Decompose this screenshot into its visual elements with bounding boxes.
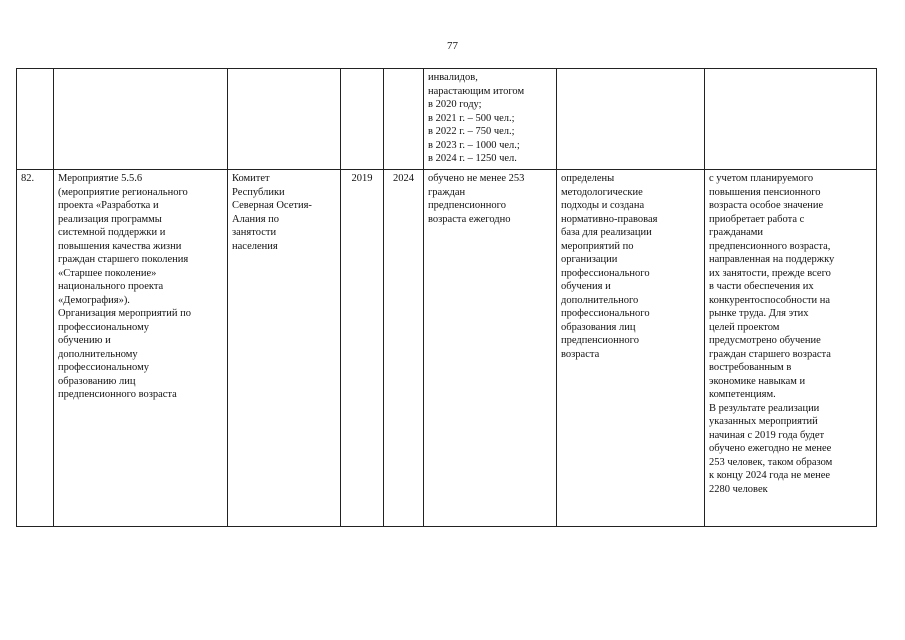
text-line: компетенциям. xyxy=(709,389,776,400)
text-line: профессиональному xyxy=(58,321,149,333)
cell-indicator xyxy=(424,69,557,170)
text-line: конкурентоспособности на xyxy=(709,294,831,306)
text-line: Северная Осетия- xyxy=(232,200,312,211)
text-line: обучено ежегодно не менее xyxy=(709,443,832,454)
text-line: предпенсионного возраста xyxy=(58,389,177,400)
text-line: рынке труда. Для этих xyxy=(709,308,809,319)
text-line: 2280 человек xyxy=(709,483,768,495)
text-line: повышения пенсионного xyxy=(709,186,821,198)
text-line: «Старшее поколение» xyxy=(58,267,157,279)
cell-number: 82. xyxy=(17,170,54,527)
text-line: возраста ежегодно xyxy=(428,213,511,225)
text-line: дополнительного xyxy=(561,294,639,306)
text-line: обучению и xyxy=(58,335,111,346)
text-line: Республики xyxy=(232,186,285,198)
text-line: определены xyxy=(561,173,615,184)
text-line: нормативно-правовая xyxy=(561,213,658,225)
cell-executor xyxy=(228,69,341,170)
text-line: направленная на поддержку xyxy=(709,254,835,265)
text-line: их занятости, прежде всего xyxy=(709,267,831,279)
text-line: образованию лиц xyxy=(58,375,136,387)
cell-measure xyxy=(54,69,228,170)
cell-result xyxy=(557,69,705,170)
text-line: профессиональному xyxy=(58,362,149,373)
cell-justification xyxy=(705,170,877,527)
text-line: системной поддержки и xyxy=(58,227,166,238)
text-line: Организация мероприятий по xyxy=(58,308,191,319)
text-line: в 2020 году; xyxy=(428,99,482,110)
cell-start-year: 2019 xyxy=(341,170,384,527)
text-line: целей проектом xyxy=(709,321,780,333)
text-line: Алания по xyxy=(232,213,280,225)
text-line: экономике навыкам и xyxy=(709,375,806,387)
table-row xyxy=(17,170,877,527)
measures-table xyxy=(16,68,877,527)
cell-end-year: 2024 xyxy=(384,170,424,527)
text-line: в 2023 г. – 1000 чел.; xyxy=(428,139,520,151)
text-line: занятости xyxy=(232,227,277,238)
text-line: дополнительному xyxy=(58,348,138,360)
text-line: мероприятий по xyxy=(561,240,634,252)
text-line: профессионального xyxy=(561,308,650,319)
text-line: возраста особое значение xyxy=(709,200,824,211)
text-line: предусмотрено обучение xyxy=(709,335,821,346)
text-line: Мероприятие 5.5.6 xyxy=(58,173,143,184)
text-line: обучения и xyxy=(561,281,611,292)
text-line: Комитет xyxy=(232,173,270,184)
text-line: предпенсионного xyxy=(428,200,506,211)
text-line: 253 человек, таком образом xyxy=(709,456,833,468)
text-line: проекта «Разработка и xyxy=(58,200,159,211)
cell-measure xyxy=(54,170,228,527)
text-line: начиная с 2019 года будет xyxy=(709,429,825,441)
cell-indicator xyxy=(424,170,557,527)
cell-justification xyxy=(705,69,877,170)
text-line: методологические xyxy=(561,186,643,198)
text-line: приобретает работа с xyxy=(709,213,805,225)
text-line: возраста xyxy=(561,348,600,360)
text-line: нарастающим итогом xyxy=(428,85,525,97)
text-line: с учетом планируемого xyxy=(709,173,814,184)
text-line: предпенсионного xyxy=(561,335,639,346)
text-line: обучено не менее 253 xyxy=(428,173,525,184)
text-line: граждан старшего поколения xyxy=(58,254,189,265)
text-line: повышения качества жизни xyxy=(58,240,182,252)
cell-end-year xyxy=(384,69,424,170)
text-line: в части обеспечения их xyxy=(709,281,814,292)
text-line: образования лиц xyxy=(561,321,636,333)
text-line: подходы и создана xyxy=(561,200,645,211)
cell-number xyxy=(17,69,54,170)
text-line: в 2022 г. – 750 чел.; xyxy=(428,126,515,137)
text-line: граждан xyxy=(428,186,466,198)
text-line: в 2024 г. – 1250 чел. xyxy=(428,153,517,164)
text-line: «Демография»). xyxy=(58,294,130,306)
text-line: указанных мероприятий xyxy=(709,416,818,427)
cell-start-year xyxy=(341,69,384,170)
text-line: В результате реализации xyxy=(709,402,820,414)
table-row xyxy=(17,69,877,170)
text-line: база для реализации xyxy=(561,227,652,238)
text-line: к концу 2024 года не менее xyxy=(709,470,831,481)
text-line: реализация программы xyxy=(58,213,162,225)
page-number: 77 xyxy=(447,40,458,52)
text-line: национального проекта xyxy=(58,281,164,292)
text-line: граждан старшего возраста xyxy=(709,348,831,360)
cell-result xyxy=(557,170,705,527)
text-line: инвалидов, xyxy=(428,72,478,83)
text-line: (мероприятие регионального xyxy=(58,186,188,198)
text-line: организации xyxy=(561,254,618,265)
text-line: профессионального xyxy=(561,267,650,279)
text-line: гражданами xyxy=(709,227,764,238)
text-line: населения xyxy=(232,240,278,252)
cell-executor xyxy=(228,170,341,527)
text-line: предпенсионного возраста, xyxy=(709,240,831,252)
text-line: востребованным в xyxy=(709,362,792,373)
text-line: в 2021 г. – 500 чел.; xyxy=(428,112,515,124)
